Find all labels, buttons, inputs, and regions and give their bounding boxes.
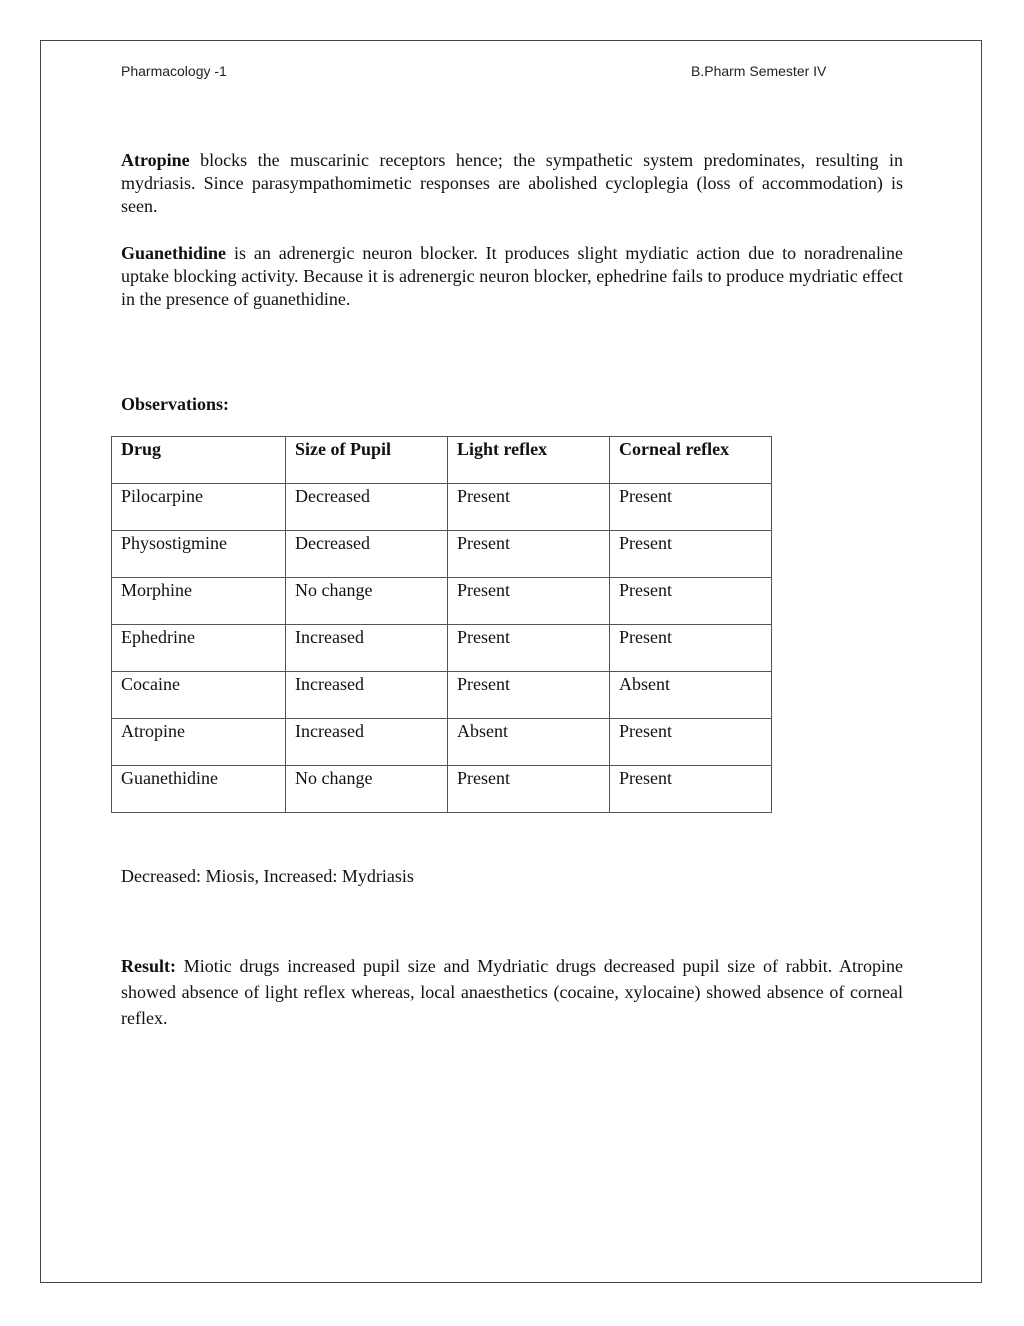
observations-heading: Observations: [121,394,229,414]
table-row [112,578,772,625]
table-cell: Guanethidine [112,766,286,813]
paragraph-atropine-text: blocks the muscarinic receptors hence; the sympathetic system predominates, resulting in mydriasis. Since parasympathomimetic responses are abolished cycloplegia (loss of accommodation) is seen. [121,150,903,216]
header-cell-drug: Drug [112,437,286,484]
table-cell: Morphine [112,578,286,625]
observations-table [111,436,772,813]
table-cell: Present [448,531,610,578]
table-cell: Increased [286,625,448,672]
table-cell: No change [286,578,448,625]
table-cell: Increased [286,672,448,719]
table-cell: Present [610,484,772,531]
pupil-size-legend: Decreased: Miosis, Increased: Mydriasis [121,866,414,886]
table-cell: Present [610,766,772,813]
table-cell: Present [610,719,772,766]
header-cell-corneal-reflex: Corneal reflex [610,437,772,484]
table-cell: Present [610,625,772,672]
result-label: Result: [121,956,176,976]
table-cell: Present [448,484,610,531]
table-row [112,625,772,672]
table-cell: Present [448,625,610,672]
paragraph-guanethidine [121,242,903,311]
table-cell: Decreased [286,531,448,578]
table-cell: Absent [610,672,772,719]
term-guanethidine: Guanethidine [121,243,227,263]
header-course-title: Pharmacology -1 [121,63,227,79]
table-header-row [112,437,772,484]
term-atropine: Atropine [121,150,190,170]
table-cell: Ephedrine [112,625,286,672]
table-cell: Absent [448,719,610,766]
table-cell: Present [448,578,610,625]
header-semester: B.Pharm Semester IV [691,63,827,79]
table-cell: Pilocarpine [112,484,286,531]
table-cell: No change [286,766,448,813]
table-cell: Atropine [112,719,286,766]
table-cell: Present [610,531,772,578]
header-cell-size-of-pupil: Size of Pupil [286,437,448,484]
paragraph-result [121,953,903,1031]
table-row [112,766,772,813]
paragraph-atropine [121,149,903,218]
table-cell: Present [610,578,772,625]
table-cell: Decreased [286,484,448,531]
header-cell-light-reflex: Light reflex [448,437,610,484]
table-cell: Physostigmine [112,531,286,578]
table-row [112,484,772,531]
table-cell: Increased [286,719,448,766]
table-cell: Cocaine [112,672,286,719]
table-row [112,531,772,578]
paragraph-guanethidine-text: is an adrenergic neuron blocker. It produces slight mydiatic action due to noradrenaline uptake blocking activity. Because it is adrenergic neuron blocker, ephedrine fails to produce mydriatic effect in the presence of guanethidine. [121,243,903,309]
table-row [112,719,772,766]
table-cell: Present [448,672,610,719]
table-row [112,672,772,719]
table-cell: Present [448,766,610,813]
result-text: Miotic drugs increased pupil size and Mydriatic drugs decreased pupil size of rabbit. Atropine showed absence of light reflex whereas, local anaesthetics (cocaine, xylocaine) showed absence of corneal reflex. [121,956,903,1028]
